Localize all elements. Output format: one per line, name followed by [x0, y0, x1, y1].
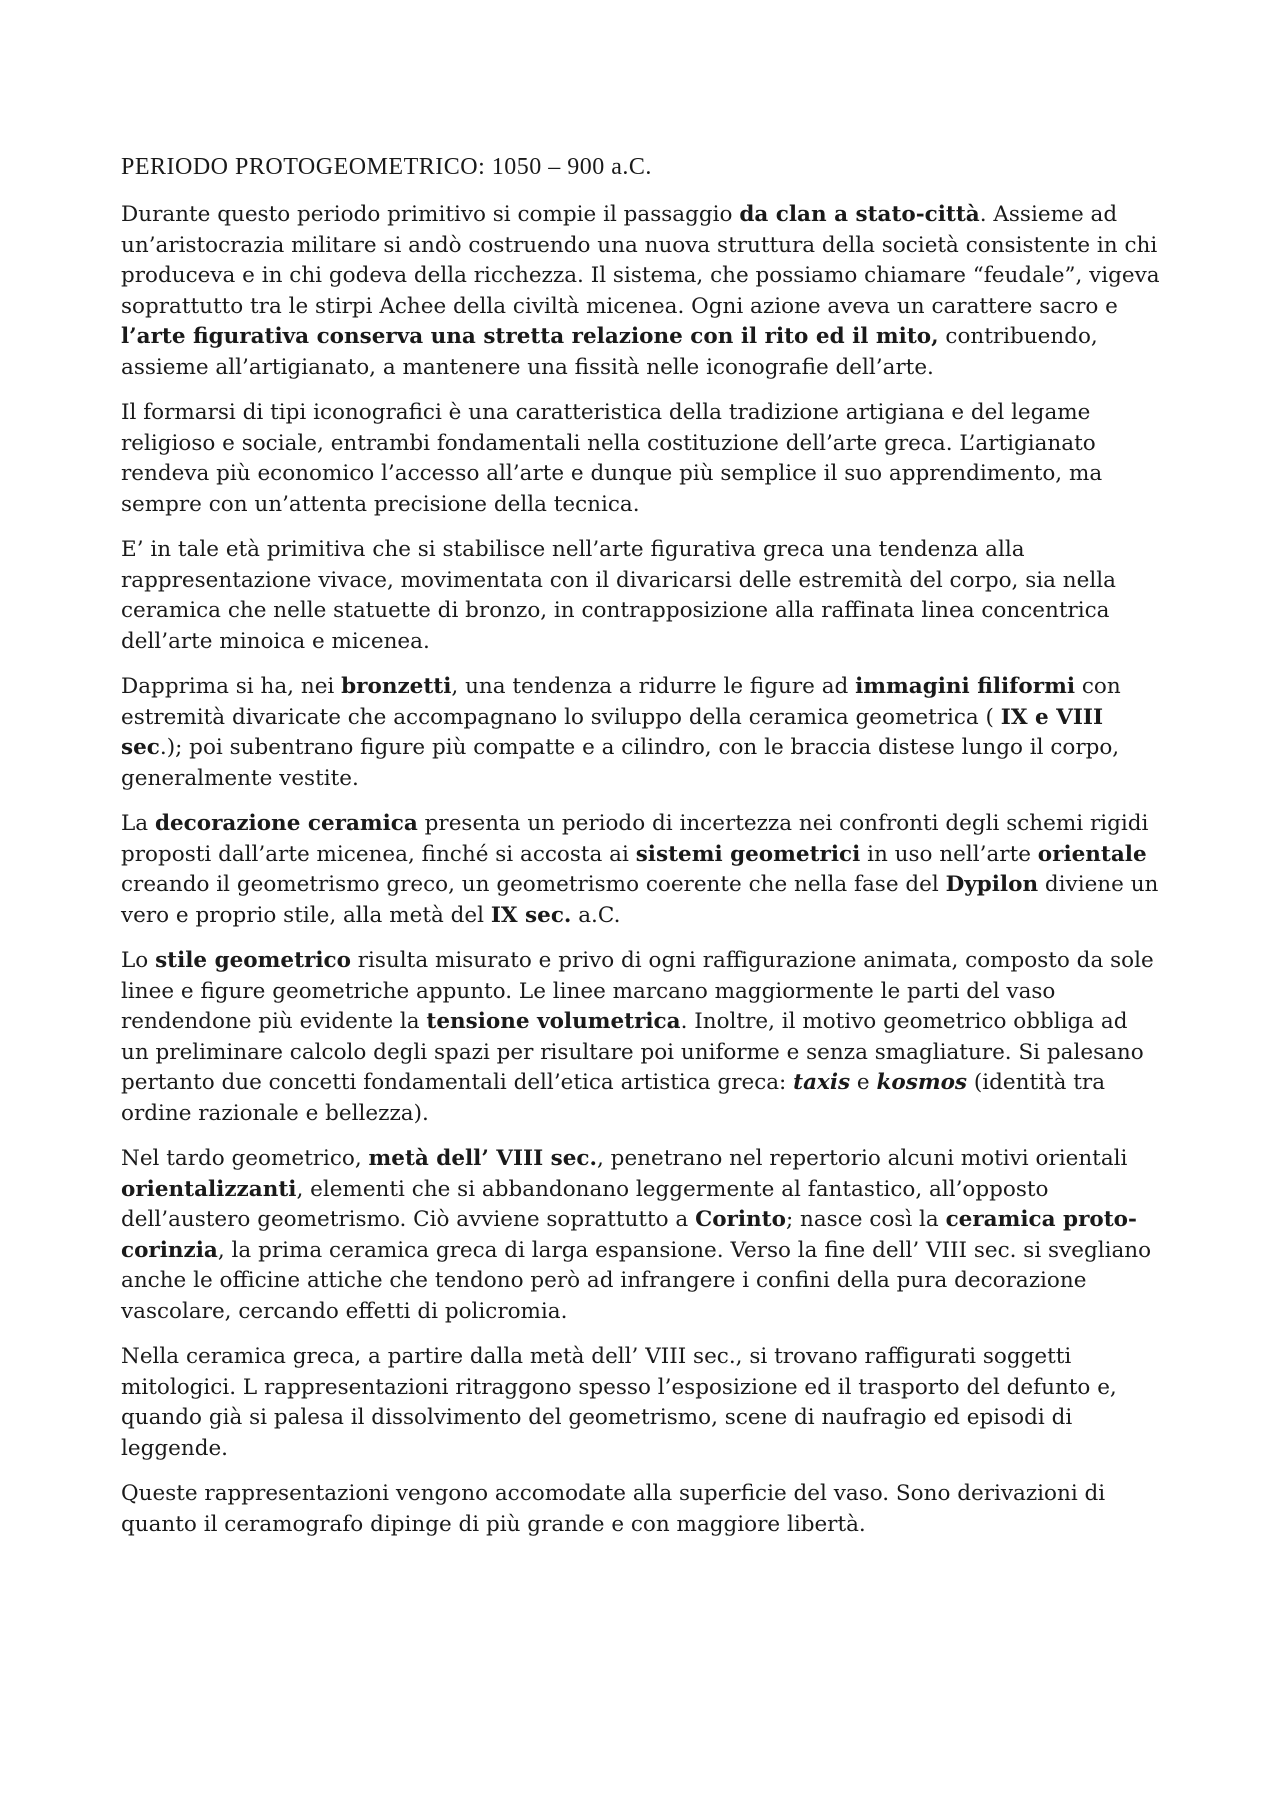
- paragraph-7: Nel tardo geometrico, metà dell’ VIII sec., penetrano nel repertorio alcuni motivi orientali orientalizzanti, elementi che si abbandonano leggermente al fantastico, all’opposto dell’austero geometrismo. Ciò avviene soprattutto a Corinto; nasce così la ceramica proto-corinzia, la prima ceramica greca di larga espansione. Verso la fine dell’ VIII sec. si svegliano anche le officine attiche che tendono però ad infrangere i confini della pura decorazione vascolare, cercando effetti di policromia.: [121, 1146, 1152, 1324]
- paragraph-5: La decorazione ceramica presenta un periodo di incertezza nei confronti degli schemi rigidi proposti dall’arte micenea, finché si accosta ai sistemi geometrici in uso nell’arte orientale creando il geometrismo greco, un geometrismo coerente che nella fase del Dypilon diviene un vero e proprio stile, alla metà del IX sec. a.C.: [121, 811, 1159, 928]
- paragraph-8: Nella ceramica greca, a partire dalla metà dell’ VIII sec., si trovano raffigurati soggetti mitologici. L rappresentazioni ritraggono spesso l’esposizione ed il trasporto del defunto e, quando già si palesa il dissolvimento del geometrismo, scene di naufragio ed episodi di leggende.: [121, 1344, 1117, 1461]
- paragraph-9: Queste rappresentazioni vengono accomodate alla superficie del vaso. Sono derivazioni di quanto il ceramografo dipinge di più grande e con maggiore libertà.: [121, 1481, 1106, 1537]
- paragraph-2: Il formarsi di tipi iconografici è una caratteristica della tradizione artigiana e del legame religioso e sociale, entrambi fondamentali nella costituzione dell’arte greca. L’artigianato rendeva più economico l’accesso all’arte e dunque più semplice il suo apprendimento, ma sempre con un’attenta precisione della tecnica.: [121, 400, 1103, 517]
- paragraph-6: Lo stile geometrico risulta misurato e privo di ogni raffigurazione animata, composto da sole linee e figure geometriche appunto. Le linee marcano maggiormente le parti del vaso rendendone più evidente la tensione volumetrica. Inoltre, il motivo geometrico obbliga ad un preliminare calcolo degli spazi per risultare poi uniforme e senza smagliature. Si palesano pertanto due concetti fondamentali dell’etica artistica greca: taxis e kosmos (identità tra ordine razionale e bellezza).: [121, 948, 1154, 1126]
- paragraph-1: Durante questo periodo primitivo si compie il passaggio da clan a stato-città. Assieme ad un’aristocrazia militare si andò costruendo una nuova struttura della società consistente in chi produceva e in chi godeva della ricchezza. Il sistema, che possiamo chiamare “feudale”, vigeva soprattutto tra le stirpi Achee della civiltà micenea. Ogni azione aveva un carattere sacro e l’arte figurativa conserva una stretta relazione con il rito ed il mito, contribuendo, assieme all’artigianato, a mantenere una fissità nelle iconografie dell’arte.: [121, 202, 1160, 380]
- paragraph-4: Dapprima si ha, nei bronzetti, una tendenza a ridurre le figure ad immagini filiformi con estremità divaricate che accompagnano lo sviluppo della ceramica geometrica ( IX e VIII sec.); poi subentrano figure più compatte e a cilindro, con le braccia distese lungo il corpo, generalmente vestite.: [121, 674, 1121, 791]
- document-body: [121, 150, 1161, 1555]
- page-title: PERIODO PROTOGEOMETRICO: 1050 – 900 a.C.: [121, 154, 652, 180]
- paragraph-3: E’ in tale età primitiva che si stabilisce nell’arte figurativa greca una tendenza alla rappresentazione vivace, movimentata con il divaricarsi delle estremità del corpo, sia nella ceramica che nelle statuette di bronzo, in contrapposizione alla raffinata linea concentrica dell’arte minoica e micenea.: [121, 537, 1116, 654]
